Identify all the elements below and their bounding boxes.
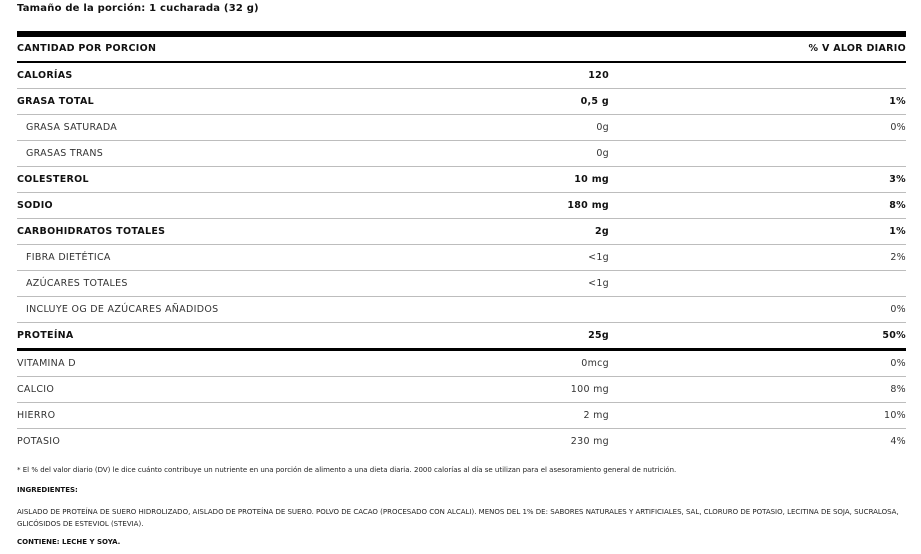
nutrient-amount: <1g bbox=[588, 278, 609, 289]
vitamin-dv: 4% bbox=[890, 436, 906, 447]
nutrient-amount: 0g bbox=[596, 148, 609, 159]
nutrient-dv: 0% bbox=[890, 304, 906, 315]
nutrient-amount: 10 mg bbox=[574, 174, 609, 185]
nutrient-amount: 2g bbox=[594, 226, 609, 237]
nutrient-amount: 0,5 g bbox=[580, 96, 609, 107]
row-calcium bbox=[17, 377, 906, 403]
row-protein bbox=[17, 323, 906, 348]
nutrient-dv: 1% bbox=[889, 226, 906, 237]
row-calories bbox=[17, 63, 906, 89]
nutrient-label: CARBOHIDRATOS TOTALES bbox=[17, 226, 166, 237]
vitamin-amount: 2 mg bbox=[583, 410, 609, 421]
vitamin-amount: 100 mg bbox=[570, 384, 609, 395]
nutrient-dv: 2% bbox=[890, 252, 906, 263]
row-total-carbs bbox=[17, 219, 906, 245]
vitamin-dv: 8% bbox=[890, 384, 906, 395]
vitamin-dv: 0% bbox=[890, 358, 906, 369]
allergen-statement: CONTIENE: LECHE Y SOYA. bbox=[17, 538, 121, 546]
nutrient-dv: 8% bbox=[889, 200, 906, 211]
vitamin-label: VITAMINA D bbox=[17, 358, 76, 369]
vitamin-amount: 230 mg bbox=[570, 436, 609, 447]
table-header bbox=[17, 37, 906, 63]
row-iron bbox=[17, 403, 906, 429]
row-potassium bbox=[17, 429, 906, 454]
vitamin-label: POTASIO bbox=[17, 436, 61, 447]
nutrient-label: GRASA SATURADA bbox=[26, 122, 118, 133]
nutrient-label: SODIO bbox=[17, 200, 53, 211]
nutrient-label: INCLUYE OG DE AZÚCARES AÑADIDOS bbox=[26, 304, 219, 315]
nutrient-dv: 3% bbox=[889, 174, 906, 185]
row-total-fat bbox=[17, 89, 906, 115]
daily-value-label: % V ALOR DIARIO bbox=[808, 43, 906, 54]
row-cholesterol bbox=[17, 167, 906, 193]
vitamin-dv: 10% bbox=[883, 410, 906, 421]
nutrient-label: FIBRA DIETÉTICA bbox=[26, 252, 111, 263]
row-sodium bbox=[17, 193, 906, 219]
nutrient-label: AZÚCARES TOTALES bbox=[26, 278, 128, 289]
vitamin-label: CALCIO bbox=[17, 384, 55, 395]
serving-size: Tamaño de la porción: 1 cucharada (32 g) bbox=[17, 3, 259, 14]
nutrient-amount: 180 mg bbox=[567, 200, 609, 211]
row-total-sugars bbox=[17, 271, 906, 297]
ingredients-title: INGREDIENTES: bbox=[17, 486, 78, 494]
nutrient-label: GRASAS TRANS bbox=[26, 148, 104, 159]
nutrient-label: PROTEÍNA bbox=[17, 330, 74, 341]
row-saturated-fat bbox=[17, 115, 906, 141]
row-vitamin-d bbox=[17, 351, 906, 377]
row-added-sugars bbox=[17, 297, 906, 323]
nutrient-dv: 1% bbox=[889, 96, 906, 107]
row-dietary-fiber bbox=[17, 245, 906, 271]
daily-value-footnote: * El % del valor diario (DV) le dice cuánto contribuye un nutriente en una porción de alimento a una dieta diaria. 2000 calorías al día se utilizan para el asesoramiento general de nutrición. bbox=[17, 466, 677, 474]
nutrient-amount: 0g bbox=[596, 122, 609, 133]
nutrient-amount: <1g bbox=[588, 252, 609, 263]
nutrient-amount: 120 bbox=[588, 70, 609, 81]
vitamin-amount: 0mcg bbox=[581, 358, 609, 369]
nutrient-amount: 25g bbox=[588, 330, 609, 341]
nutrient-label: CALORÍAS bbox=[17, 70, 73, 81]
nutrient-dv: 0% bbox=[890, 122, 906, 133]
vitamin-label: HIERRO bbox=[17, 410, 56, 421]
row-trans-fat bbox=[17, 141, 906, 167]
nutrient-dv: 50% bbox=[882, 330, 906, 341]
nutrient-label: COLESTEROL bbox=[17, 174, 89, 185]
nutrient-label: GRASA TOTAL bbox=[17, 96, 94, 107]
amount-per-serving-label: CANTIDAD POR PORCION bbox=[17, 43, 157, 54]
ingredients-list: AISLADO DE PROTEÍNA DE SUERO HIDROLIZADO, AISLADO DE PROTEÍNA DE SUERO. POLVO DE CACAO (PROCESADO CON ALCALI). MENOS DEL 1% DE: SABORES NATURALES Y ARTIFICIALES, SAL, CLORURO DE POTASIO, LECITINA DE SOJA, SUCRALOSA, GLICÓSIDOS DE ESTEVIOL (STEVIA). bbox=[17, 508, 899, 528]
nutrition-table bbox=[17, 31, 906, 454]
